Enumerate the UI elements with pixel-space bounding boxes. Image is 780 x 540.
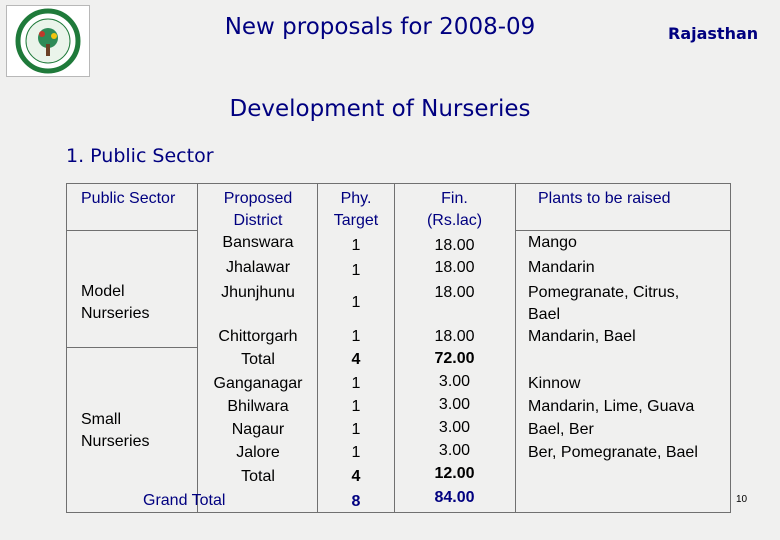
header-public-sector: Public Sector bbox=[81, 190, 176, 207]
model-nurseries-label: Model bbox=[81, 283, 125, 300]
model-nurseries-label: Nurseries bbox=[81, 305, 150, 322]
fin-cell: 18.00 bbox=[434, 259, 475, 276]
header-target: Target bbox=[333, 212, 379, 229]
fin-cell: 18.00 bbox=[434, 328, 475, 345]
plants-cell: Mandarin, Bael bbox=[528, 328, 636, 345]
logo bbox=[6, 5, 90, 77]
target-cell: 1 bbox=[351, 444, 361, 461]
emblem-icon bbox=[7, 6, 89, 76]
header-rs-lac: (Rs.lac) bbox=[426, 212, 483, 229]
model-total-fin: 72.00 bbox=[434, 350, 475, 367]
header-district: District bbox=[233, 212, 283, 229]
row-divider bbox=[67, 230, 197, 231]
header-fin: Fin. bbox=[441, 190, 468, 207]
small-total-label: Total bbox=[241, 468, 275, 485]
target-cell: 1 bbox=[351, 328, 361, 345]
target-cell: 1 bbox=[351, 262, 361, 279]
plants-cell: Ber, Pomegranate, Bael bbox=[528, 444, 698, 461]
fin-cell: 18.00 bbox=[434, 237, 475, 254]
column-divider bbox=[197, 184, 198, 512]
district-cell: Ganganagar bbox=[213, 375, 303, 392]
page-subtitle: Development of Nurseries bbox=[229, 96, 531, 122]
fin-cell: 3.00 bbox=[438, 419, 471, 436]
model-total-label: Total bbox=[241, 351, 275, 368]
page-title: New proposals for 2008-09 bbox=[224, 14, 536, 40]
target-cell: 1 bbox=[351, 421, 361, 438]
column-divider bbox=[515, 184, 516, 512]
district-cell: Chittorgarh bbox=[218, 328, 298, 345]
target-cell: 1 bbox=[351, 237, 361, 254]
nurseries-table bbox=[66, 183, 731, 513]
header-phy: Phy. bbox=[340, 190, 372, 207]
fin-cell: 3.00 bbox=[438, 442, 471, 459]
model-total-target: 4 bbox=[351, 351, 361, 368]
fin-cell: 18.00 bbox=[434, 284, 475, 301]
column-divider bbox=[394, 184, 395, 512]
header-plants: Plants to be raised bbox=[538, 190, 671, 207]
plants-cell: Mandarin bbox=[528, 259, 595, 276]
target-cell: 1 bbox=[351, 398, 361, 415]
small-nurseries-label: Nurseries bbox=[81, 433, 150, 450]
grand-total-label: Grand Total bbox=[143, 492, 226, 509]
page-number: 10 bbox=[736, 494, 748, 505]
fin-cell: 3.00 bbox=[438, 396, 471, 413]
plants-cell: Pomegranate, Citrus, bbox=[528, 284, 680, 301]
target-cell: 1 bbox=[351, 294, 361, 311]
plants-cell: Bael, Ber bbox=[528, 421, 594, 438]
header-proposed: Proposed bbox=[223, 190, 293, 207]
district-cell: Bhilwara bbox=[227, 398, 289, 415]
grand-total-fin: 84.00 bbox=[434, 489, 475, 506]
plants-cell-continued: Bael bbox=[528, 306, 561, 323]
row-divider bbox=[67, 347, 197, 348]
district-cell: Nagaur bbox=[231, 421, 285, 438]
target-cell: 1 bbox=[351, 375, 361, 392]
district-cell: Jhalawar bbox=[225, 259, 291, 276]
column-divider bbox=[317, 184, 318, 512]
small-total-target: 4 bbox=[351, 468, 361, 485]
grand-total-target: 8 bbox=[351, 493, 361, 510]
district-cell: Jalore bbox=[236, 444, 280, 461]
small-nurseries-label: Small bbox=[81, 411, 122, 428]
district-cell: Jhunjhunu bbox=[221, 284, 295, 301]
plants-cell: Mango bbox=[528, 234, 577, 251]
plants-cell: Kinnow bbox=[528, 375, 581, 392]
small-total-fin: 12.00 bbox=[434, 465, 475, 482]
plants-cell: Mandarin, Lime, Guava bbox=[528, 398, 695, 415]
district-cell: Banswara bbox=[222, 234, 294, 251]
state-label: Rajasthan bbox=[668, 24, 759, 43]
section-heading: 1. Public Sector bbox=[66, 145, 214, 167]
fin-cell: 3.00 bbox=[438, 373, 471, 390]
